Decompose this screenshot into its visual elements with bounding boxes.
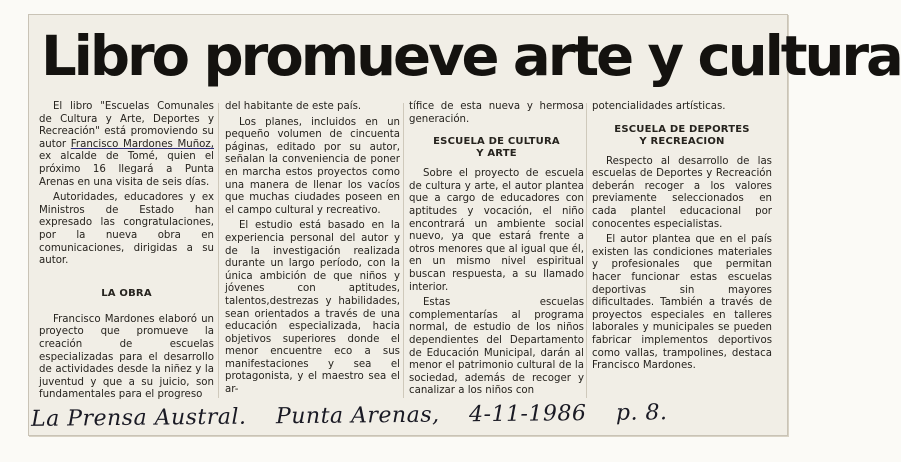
column-divider — [586, 103, 587, 398]
heading-line: Y RECREACION — [639, 135, 725, 147]
article-column-2 — [225, 101, 400, 431]
paragraph: potencialidades artísticas. — [592, 101, 726, 112]
headline: Libro promueve arte y cultura — [41, 24, 901, 88]
column-divider — [218, 103, 219, 398]
source-page: p. 8. — [615, 400, 668, 426]
newspaper-clipping — [28, 14, 901, 436]
source-date: 4-11-1986 — [468, 401, 587, 428]
paragraph: Estas escuelas complementarías al programa normal, de estudio de los niños dependientes del Departamento de Educación Municipal, darán al menor el patrimonio cultural de la sociedad, además de recoger y canalizar a los niños con — [409, 297, 584, 397]
section-heading-cultura-arte — [409, 136, 584, 160]
heading-line: ESCUELA DE CULTURA — [433, 136, 560, 148]
paragraph: Francisco Mardones elaboró un proyecto que promueve la creación de escuelas especializadas para el desarrollo de actividades desde la niñez y la juventud y que a su juicio, son fundamentales para el progreso — [39, 313, 214, 401]
paragraph: Respecto al desarrollo de las escuelas de Deportes y Recreación deberán recoger a los valores previamente seleccionados en cada plantel educacional por conocentes especialistas. — [592, 155, 772, 230]
text: El libro "Escuelas Comunales de Cultura y Arte, Deportes y Recreación" está promoviendo su autor — [39, 101, 214, 150]
paragraph — [39, 101, 214, 189]
paragraph: Los planes, incluidos en un pequeño volumen de cincuenta páginas, editado por su autor, señalan la conveniencia de poner en marcha estos proyectos como una manera de llenar los vacíos que muchas ciudades poseen en el campo cultural y recreativo. — [225, 116, 400, 216]
article-column-1 — [39, 101, 214, 431]
paragraph: tífice de esta nueva y hermosa generación. — [409, 101, 584, 125]
author-name: Francisco Mardones Muñoz, — [70, 138, 214, 150]
heading-line: ESCUELA DE DEPORTES — [614, 123, 750, 135]
text: ex alcalde de Tomé, quien el próximo 16 llegará a Punta Arenas en una visita de seis días. — [39, 151, 214, 188]
paragraph: Sobre el proyecto de escuela de cultura y arte, el autor plantea que a cargo de educadores con aptitudes y vocación, el niño encontrará un ambiente social nuevo, ya que estará frente a otros menores que al igual que él, en un mismo nivel espiritual buscan respuesta, a su llamado interior. — [409, 168, 584, 293]
source-city: Punta Arenas, — [275, 402, 440, 430]
article-column-4 — [592, 101, 772, 431]
paragraph: El estudio está basado en la experiencia personal del autor y de la investigación realizada durante un largo período, con la única ambición de que niños y jóvenes con aptitudes, talentos,destrezas y habilidades, sean orientados a través de una educación especializada, hacia objetivos superiores donde el menor encuentre eco a sus manifestaciones y sea el protagonista, y el maestro sea el ar- — [225, 220, 400, 396]
paragraph: del habitante de este país. — [225, 101, 362, 112]
paragraph: El autor plantea que en el país existen las condiciones materiales y profesionales que permitan hacer funcionar estas escuelas deportivas sin mayores dificultades. También a través de proyectos especiales en talleres laborales y municipales se pueden fabricar implementos deportivos como vallas, trampolines, destaca Francisco Mardones. — [592, 234, 772, 372]
paragraph: Autoridades, educadores y ex Ministros de Estado han expresado las congratulaciones, por la nueva obra en comunicaciones, dirigidas a su autor. — [39, 192, 214, 267]
heading-line: Y ARTE — [476, 148, 517, 160]
article-column-3 — [409, 101, 584, 431]
column-divider — [403, 103, 404, 398]
section-heading-deportes-recreacion — [592, 124, 772, 148]
section-heading-la-obra: LA OBRA — [101, 287, 152, 299]
source-name: La Prensa Austral. — [30, 404, 247, 432]
